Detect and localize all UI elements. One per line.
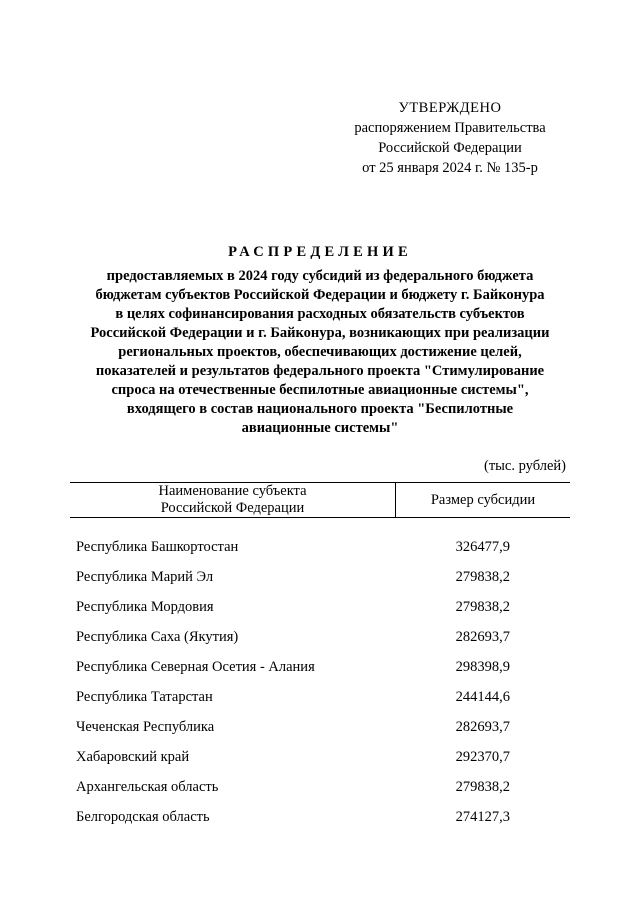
region-name: Республика Саха (Якутия) xyxy=(76,628,239,645)
document-subtitle: предоставляемых в 2024 году субсидий из федерального бюджета бюджетам субъектов Российской Федерации и бюджету г. Байконура в целях софинансирования расходных обязательств субъектов Российской Федерации и г. Байконура, возникающих при реализации региональных проектов, обеспечивающих достижение целей, показателей и результатов федерального проекта "Стимулирование спроса на отечественные беспилотные авиационные системы", входящего в состав национального проекта "Беспилотные авиационные системы" xyxy=(90,268,550,436)
subsidy-amount: 279838,2 xyxy=(455,778,510,795)
approval-line-1: распоряжением Правительства xyxy=(354,120,546,136)
table-row xyxy=(70,592,570,622)
document-heading: РАСПРЕДЕЛЕНИЕ xyxy=(228,244,412,260)
subsidy-amount: 279838,2 xyxy=(455,598,510,615)
table-row xyxy=(70,772,570,802)
subsidy-table xyxy=(70,482,570,832)
units-label: (тыс. рублей) xyxy=(484,458,566,474)
subsidy-amount: 292370,7 xyxy=(455,748,510,765)
table-row xyxy=(70,682,570,712)
region-name: Республика Марий Эл xyxy=(76,568,214,585)
approval-line-2: Российской Федерации xyxy=(378,140,522,156)
approval-stamp: УТВЕРЖДЕНО xyxy=(398,100,502,116)
region-name: Республика Башкортостан xyxy=(76,538,239,555)
table-row xyxy=(70,532,570,562)
approval-block xyxy=(330,98,570,178)
table-row xyxy=(70,622,570,652)
table-row xyxy=(70,712,570,742)
table-header-row xyxy=(70,483,570,518)
subsidy-amount: 282693,7 xyxy=(455,718,510,735)
subsidy-amount: 274127,3 xyxy=(455,808,510,825)
region-name: Республика Татарстан xyxy=(76,688,213,705)
subsidy-amount: 298398,9 xyxy=(455,658,510,675)
table-row xyxy=(70,742,570,772)
region-name: Республика Мордовия xyxy=(76,598,214,615)
table-row xyxy=(70,652,570,682)
subsidy-amount: 244144,6 xyxy=(455,688,510,705)
approval-line-3: от 25 января 2024 г. № 135-р xyxy=(362,160,538,176)
table-row xyxy=(70,802,570,832)
subsidy-amount: 326477,9 xyxy=(455,538,510,555)
region-name: Чеченская Республика xyxy=(76,718,215,735)
column-header-value: Размер субсидии xyxy=(396,483,571,518)
column-header-name: Наименование субъекта Российской Федерации xyxy=(70,483,396,518)
region-name: Архангельская область xyxy=(76,778,219,795)
table-row xyxy=(70,562,570,592)
region-name: Хабаровский край xyxy=(76,748,190,765)
region-name: Республика Северная Осетия - Алания xyxy=(76,658,315,675)
region-name: Белгородская область xyxy=(76,808,210,825)
subsidy-amount: 279838,2 xyxy=(455,568,510,585)
subsidy-amount: 282693,7 xyxy=(455,628,510,645)
